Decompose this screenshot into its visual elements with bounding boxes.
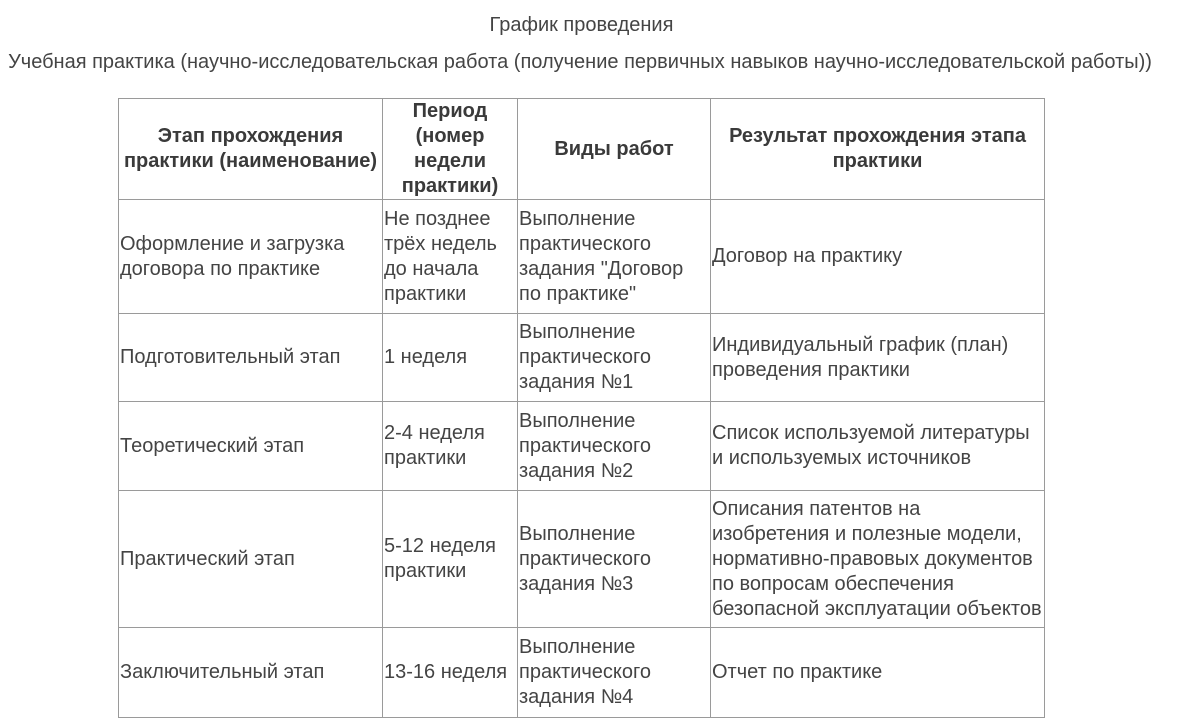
cell-period: 2-4 неделя практики (383, 402, 518, 491)
table-row (119, 491, 1045, 628)
cell-stage: Оформление и загрузка договора по практике (119, 200, 383, 314)
cell-stage: Подготовительный этап (119, 314, 383, 402)
page-subtitle: Учебная практика (научно-исследовательская работа (получение первичных навыков научно-исследовательской работы)) (8, 51, 1152, 73)
table-row (119, 314, 1045, 402)
cell-result: Список используемой литературы и используемых источников (711, 402, 1045, 491)
header-result: Результат прохождения этапа практики (711, 99, 1045, 200)
cell-result: Индивидуальный график (план) проведения практики (711, 314, 1045, 402)
header-period: Период (номер недели практики) (383, 99, 518, 200)
cell-result: Описания патентов на изобретения и полезные модели, нормативно-правовых документов по вопросам обеспечения безопасной эксплуатации объектов (711, 491, 1045, 628)
schedule-table (118, 98, 1045, 718)
table-row (119, 402, 1045, 491)
cell-stage: Заключительный этап (119, 628, 383, 718)
cell-work: Выполнение практического задания №1 (518, 314, 711, 402)
header-work: Виды работ (518, 99, 711, 200)
cell-work: Выполнение практического задания №3 (518, 491, 711, 628)
cell-result: Отчет по практике (711, 628, 1045, 718)
cell-work: Выполнение практического задания "Договор по практике" (518, 200, 711, 314)
cell-period: 5-12 неделя практики (383, 491, 518, 628)
cell-stage: Теоретический этап (119, 402, 383, 491)
cell-period: 13-16 неделя (383, 628, 518, 718)
table-row (119, 200, 1045, 314)
cell-work: Выполнение практического задания №2 (518, 402, 711, 491)
cell-stage: Практический этап (119, 491, 383, 628)
table-row (119, 628, 1045, 718)
table-header-row (119, 99, 1045, 200)
cell-period: 1 неделя (383, 314, 518, 402)
header-stage: Этап прохождения практики (наименование) (119, 99, 383, 200)
cell-result: Договор на практику (711, 200, 1045, 314)
cell-period: Не позднее трёх недель до начала практики (383, 200, 518, 314)
cell-work: Выполнение практического задания №4 (518, 628, 711, 718)
page-title: График проведения (489, 14, 674, 36)
